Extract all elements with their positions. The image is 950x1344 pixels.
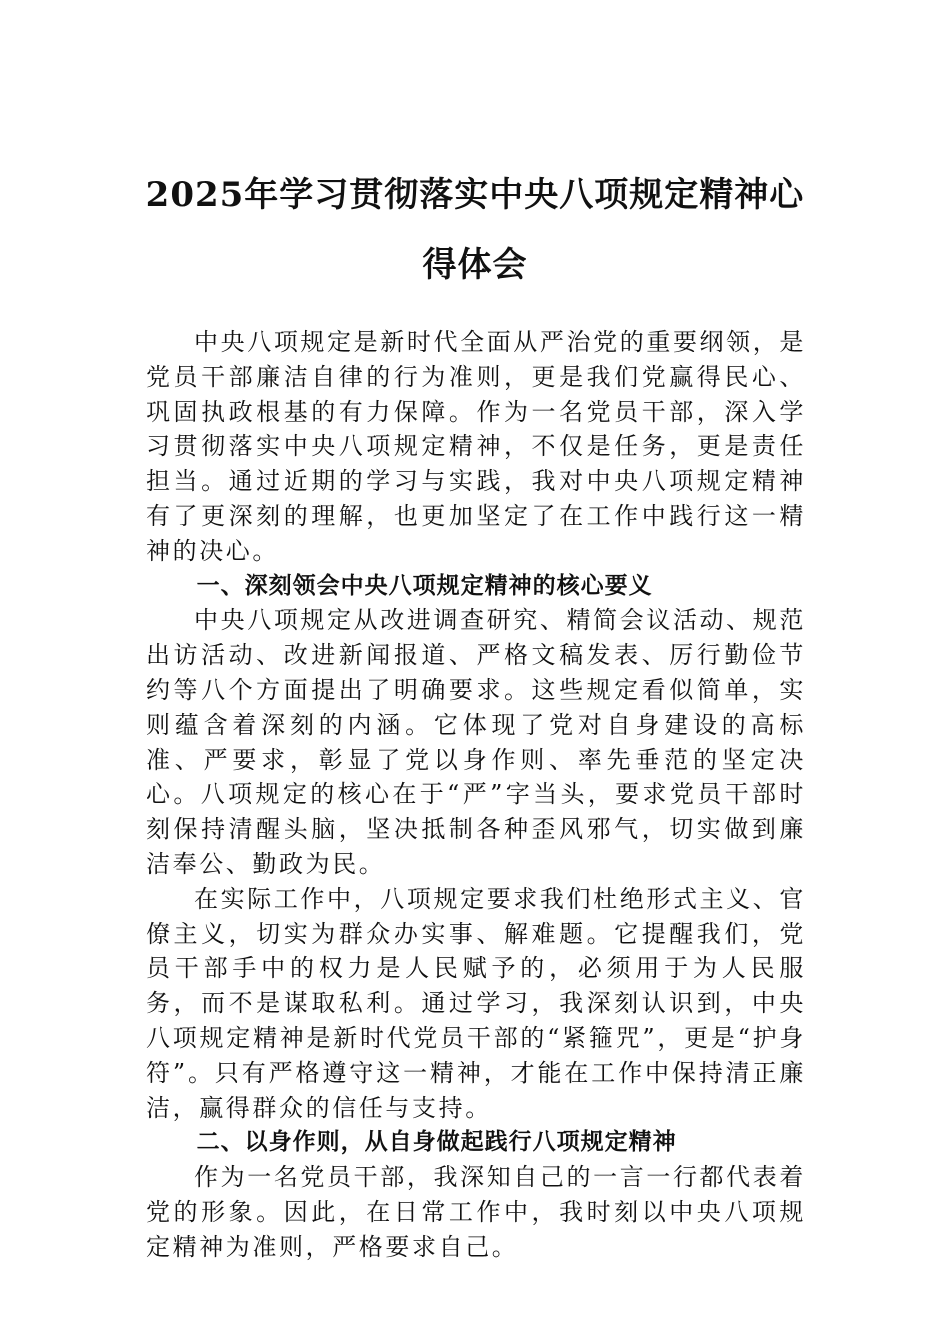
section-heading-1: 一、深刻领会中央八项规定精神的核心要义 (196, 572, 653, 599)
document-title: 2025年学习贯彻落实中央八项规定精神心得体会 (145, 175, 805, 285)
paragraph-practical-work: 在实际工作中，八项规定要求我们杜绝形式主义、官僚主义，切实为群众办实事、解难题。它提醒我们，党员干部手中的权力是人民赋予的，必须用于为人民服务，而不是谋取私利。通过学习，我深刻认识到，中央八项规定精神是新时代党员干部的“紧箍咒”，更是“护身符”。只有严格遵守这一精神，才能在工作中保持清正廉洁，赢得群众的信任与支持。 (146, 884, 806, 1122)
document-body (146, 325, 806, 1265)
paragraph-core-requirements: 中央八项规定从改进调查研究、精简会议活动、规范出访活动、改进新闻报道、严格文稿发表、厉行勤俭节约等八个方面提出了明确要求。这些规定看似简单，实则蕴含着深刻的内涵。它体现了党对自身建设的高标准、严要求，彰显了党以身作则、率先垂范的坚定决心。八项规定的核心在于“严”字当头，要求党员干部时刻保持清醒头脑，坚决抵制各种歪风邪气，切实做到廉洁奉公、勤政为民。 (146, 606, 806, 878)
paragraph-intro: 中央八项规定是新时代全面从严治党的重要纲领，是党员干部廉洁自律的行为准则，更是我们党赢得民心、巩固执政根基的有力保障。作为一名党员干部，深入学习贯彻落实中央八项规定精神，不仅是任务，更是责任担当。通过近期的学习与实践，我对中央八项规定精神有了更深刻的理解，也更加坚定了在工作中践行这一精神的决心。 (146, 328, 806, 565)
section-heading-2: 二、以身作则，从自身做起践行八项规定精神 (196, 1129, 677, 1156)
paragraph-lead-by-example: 作为一名党员干部，我深知自己的一言一行都代表着党的形象。因此，在日常工作中，我时刻以中央八项规定精神为准则，严格要求自己。 (146, 1163, 806, 1261)
